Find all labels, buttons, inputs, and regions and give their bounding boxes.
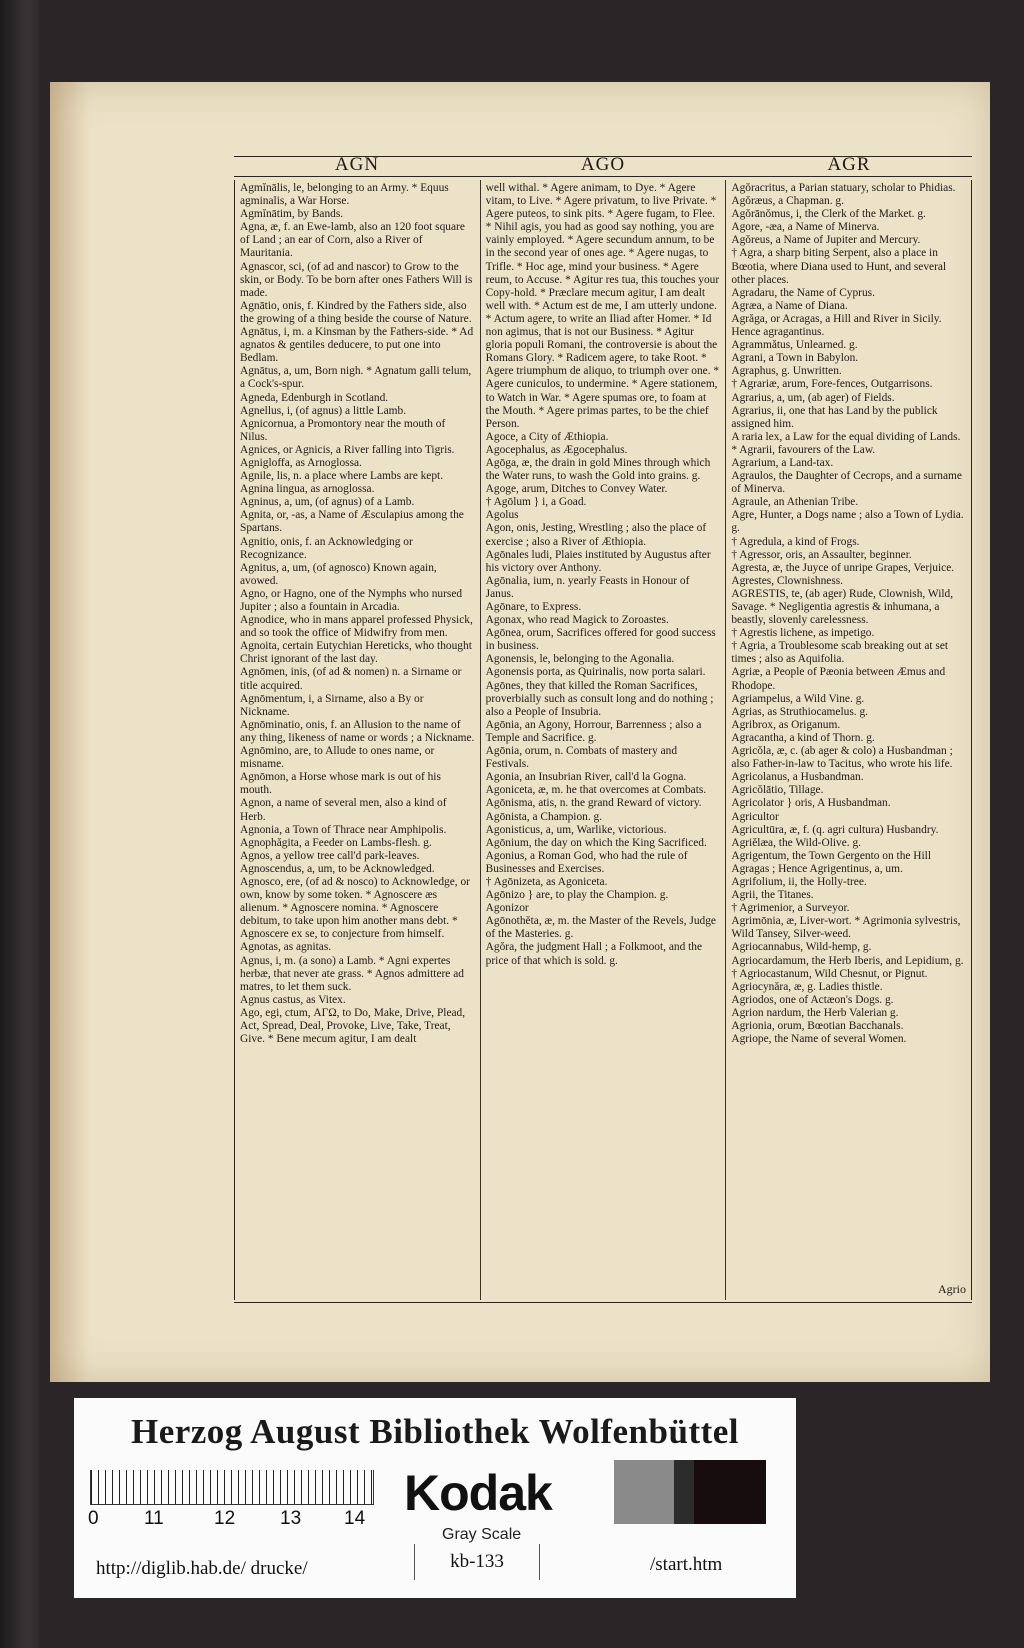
dictionary-entry: Agnophăgita, a Feeder on Lambs-flesh. g. (240, 836, 432, 849)
dictionary-entry: Agricolanus, a Husbandman. (731, 771, 864, 784)
dictionary-entry: † Agōnizeta, as Agoniceta. (485, 875, 608, 888)
dictionary-entry: Agōnium, the day on which the King Sacrificed. (485, 836, 707, 849)
dictionary-entry: Agnoita, certain Eutychian Hereticks, who thought Christ ignorant of the last day. (240, 640, 472, 666)
running-head-agr: AGR (827, 154, 871, 175)
dictionary-entry: Agneda, Edenburgh in Scotland. (240, 391, 389, 404)
dictionary-entry: † Agredula, a kind of Frogs. (731, 535, 860, 548)
dictionary-entry: Agnōminatio, onis, f. an Allusion to the name of any thing, likeness of name or words ; a Nickname. (240, 718, 475, 744)
dictionary-entry: † Agra, a sharp biting Serpent, also a place in Bœotia, where Diana used to Hunt, and several other places. (731, 247, 947, 286)
dictionary-entry: Agonax, who read Magick to Zoroastes. (485, 614, 669, 627)
dictionary-entry: Agno, or Hagno, one of the Nymphs who nursed Jupiter ; also a fountain in Arcadia. (240, 587, 463, 613)
dictionary-entry: Agriope, the Name of several Women. (731, 1033, 907, 1046)
dictionary-entry: Agninus, a, um, (of agnus) of a Lamb. (240, 496, 415, 509)
dictionary-columns (234, 180, 972, 1300)
dictionary-entry: Agnigloffa, as Arnoglossa. (240, 456, 362, 469)
library-title: Herzog August Bibliothek Wolfenbüttel (130, 1412, 740, 1451)
dictionary-entry: Agonisticus, a, um, Warlike, victorious. (485, 823, 667, 836)
dictionary-entry: Agōnare, to Express. (485, 601, 582, 613)
dictionary-entry: Agradaru, the Name of Cyprus. (731, 286, 875, 299)
dictionary-entry: Agŏra, the judgment Hall ; a Folkmoot, and the price of that which is sold. g. (485, 941, 703, 967)
dictionary-entry: Agnōmentum, i, a Sirname, also a By or Nickname. (240, 692, 424, 718)
dictionary-entry: Agocephalus, as Ægocephalus. (485, 443, 628, 456)
dictionary-entry: Agribrox, as Origanum. (731, 718, 841, 731)
dictionary-entry: Agraulos, the Daughter of Cecrops, and a surname of Minerva. (731, 470, 962, 496)
dictionary-entry: Agoniceta, æ, m. he that overcomes at Combats. (485, 784, 707, 797)
dictionary-entry: Agore, -æa, a Name of Minerva. (731, 221, 880, 234)
dictionary-entry: Ago, egi, ctum, ΑΓΩ, to Do, Make, Drive, Plead, Act, Spread, Deal, Provoke, Live, Take, Treat, Give. * Bene mecum agitur, I am dealt (240, 1006, 466, 1046)
dictionary-entry: Agrestes, Clownishness. (731, 574, 844, 587)
column-2 (480, 180, 726, 1300)
running-head-ago: AGO (580, 154, 626, 175)
dictionary-entry: Agnos, a yellow tree call'd park-leaves. (240, 849, 420, 862)
bottom-rule (234, 1302, 972, 1303)
dictionary-entry: Agolus (485, 509, 519, 522)
dictionary-entry: † Agrestis lichene, as impetigo. (731, 627, 875, 640)
dictionary-entry: Agoge, arum, Ditches to Convey Water. (485, 483, 668, 496)
dictionary-entry: Agricultor (731, 810, 779, 823)
header-rule (234, 176, 972, 177)
dictionary-entry: Agrigentum, the Town Gergento on the Hill Agragas ; Hence Agrigentinus, a, um. (731, 849, 932, 875)
dictionary-entry: Agnus castus, as Vitex. (240, 993, 346, 1006)
dictionary-entry: Agōnizo } are, to play the Champion. g. (485, 889, 669, 902)
dictionary-entry: Agnon, a name of several men, also a kind of Herb. (240, 797, 447, 823)
dictionary-entry: Agricŏlātio, Tillage. (731, 784, 824, 797)
dictionary-entry: Agrammătus, Unlearned. g. (731, 339, 858, 352)
dictionary-entry: Agŏræus, a Chapman. g. (731, 195, 844, 208)
dictionary-entry: Agriĕlæa, the Wild-Olive. g. (731, 836, 862, 849)
column-1 (234, 180, 480, 1300)
dark-swatch (674, 1460, 694, 1524)
dictionary-entry: Agnōmon, a Horse whose mark is out of his mouth. (240, 771, 441, 797)
dictionary-entry: Agŏracritus, a Parian statuary, scholar to Phidias. (731, 182, 956, 194)
dictionary-entry: Agnitio, onis, f. an Acknowledging or Recognizance. (240, 535, 413, 561)
gray-swatch (614, 1460, 674, 1524)
dictionary-entry: Agōnia, orum, n. Combats of mastery and Festivals. (485, 745, 678, 771)
dictionary-entry: Agrani, a Town in Babylon. (731, 352, 859, 365)
ruler-number: 13 (280, 1508, 302, 1529)
dictionary-entry: Agōnales ludi, Plaies instituted by Augustus after his victory over Anthony. (485, 548, 711, 574)
start-url: /start.htm (650, 1554, 723, 1575)
dictionary-entry: † Agressor, oris, an Assaulter, beginner. (731, 548, 912, 561)
dictionary-entry: Agōnes, they that killed the Roman Sacrifices, proverbially such as consult long and do nothing ; also a People of Insubria. (485, 679, 714, 718)
dictionary-entry: Agnodice, who in mans apparel professed Physick, and so took the office of Midwifry from men. (240, 614, 473, 640)
dictionary-entry: Agnōmen, inis, (of ad & nomen) n. a Sirname or title acquired. (240, 666, 462, 692)
dictionary-entry: Agriampelus, a Wild Vine. g. (731, 692, 865, 705)
dictionary-entry: Agrias, as Struthiocamelus. g. (731, 705, 869, 718)
dictionary-entry: Agriocannabus, Wild-hemp, g. (731, 941, 872, 954)
dictionary-entry: Agricolator } oris, A Husbandman. (731, 797, 891, 810)
dictionary-entry: well withal. * Agere animam, to Dye. * Agere vitam, to Live. * Agere privatum, to live Private. * Agere puteos, to sink pits. * Agere fugam, to Flee. * Nihil agis, you had as good say nothing, you are vainly employed. * Agere secundum annum, to be in the second year of ones age. * Agere nugas, to Trifle. * Hoc age, mind your business. * Agere reum, to Accuse. * Agitur res tua, this touches your Copy-hold. * Præclare mecum agitur, I am dealt well with. * Actum est de me, I am utterly undone. * Actum agere, to write an Iliad after Homer. * Id non agimus, that is not our Business. * Agitur gloria populi Romani, the controversie is about the Romans Glory. * Radicem agere, to take Root. * Agere triumphum de aliquo, to triumph over one. * Agere cuniculos, to undermine. * Agere stationem, to Watch in War. * Agere spumas ore, to foam at the Mouth. * Agere primas partes, to be the chief Person. (485, 182, 720, 430)
dictionary-entry: Agrifolium, ii, the Holly-tree. (731, 875, 867, 888)
dictionary-entry: Agnōmino, are, to Allude to ones name, or misname. (240, 745, 435, 771)
dictionary-entry: Agresta, æ, the Juyce of unripe Grapes, Verjuice. (731, 561, 955, 574)
dictionary-entry: Agnina lingua, as arnoglossa. (240, 483, 375, 496)
dictionary-entry: † Agrimenior, a Surveyor. (731, 902, 850, 915)
dictionary-entry: Agnātus, a, um, Born nigh. * Agnatum galli telum, a Cock's-spur. (240, 365, 472, 391)
dictionary-entry: Agmĭnātim, by Bands. (240, 208, 344, 221)
dictionary-entry: Agriocardamum, the Herb Iberis, and Lepidium, g. (731, 954, 964, 967)
dictionary-entry: Agnātus, i, m. a Kinsman by the Fathers-side. * Ad agnatos & gentiles deducere, to put one into Bedlam. (240, 326, 474, 365)
dictionary-entry: Agriodos, one of Actæon's Dogs. g. (731, 993, 894, 1006)
dictionary-entry: Agraule, an Athenian Tribe. (731, 496, 859, 509)
dictionary-entry: Agon, onis, Jesting, Wrestling ; also the place of exercise ; also a River of Æthiopia. (485, 522, 707, 548)
dictionary-entry: Agōnista, a Champion. g. (485, 810, 603, 823)
dictionary-entry: Agŏreus, a Name of Jupiter and Mercury. (731, 234, 921, 247)
running-head-agn: AGN (334, 154, 380, 175)
dictionary-entry: † Agriocastanum, Wild Chesnut, or Pignut. (731, 967, 928, 980)
dictionary-entry: Agonia, an Insubrian River, call'd la Gogna. (485, 771, 687, 784)
dictionary-entry: Agræa, a Name of Diana. (731, 299, 848, 312)
dictionary-entry: Agonizor (485, 902, 529, 915)
dictionary-entry: AGRESTIS, te, (ab ager) Rude, Clownish, Wild, Savage. * Negligentia agrestis & inhumana, a beastly, slovenly carelessness. (731, 587, 954, 627)
dictionary-entry: Agrion nardum, the Herb Valerian g. (731, 1006, 899, 1019)
dictionary-entry: Agmĭnālis, le, belonging to an Army. * Equus agminalis, a War Horse. (240, 182, 449, 208)
dictionary-entry: A raria lex, a Law for the equal dividing of Lands. * Agrarii, favourers of the Law. (731, 430, 961, 456)
dictionary-entry: Agonensis, le, belonging to the Agonalia. (485, 653, 675, 666)
print-block (234, 148, 972, 1316)
dictionary-entry: Agnita, or, -as, a Name of Æsculapius among the Spartans. (240, 509, 464, 535)
dictionary-entry: Agnosco, ere, (of ad & nosco) to Acknowledge, or own, know by some token. * Agnoscere æs alienum. * Agnoscere nomina. * Agnoscere debitum, to take upon him another mans debt. * Agnoscere ex se, to conjecture from himself. (240, 875, 470, 941)
column-3 (725, 180, 972, 1300)
dictionary-entry: Agnoscendus, a, um, to be Acknowledged. (240, 862, 435, 875)
running-heads (234, 154, 972, 176)
dictionary-entry: Agnātio, onis, f. Kindred by the Fathers side, also the growing of a thing beside the course of Nature. (240, 299, 472, 325)
source-url: http://diglib.hab.de/ drucke/ (96, 1558, 308, 1579)
dictionary-entry: Agōnia, an Agony, Horrour, Barrenness ; also a Temple and Sacrifice. g. (485, 718, 702, 744)
dictionary-entry: Agricultūra, æ, f. (q. agri cultura) Husbandry. (731, 823, 939, 836)
dictionary-entry: Agrii, the Titanes. (731, 889, 814, 902)
scale-ruler (90, 1470, 374, 1505)
ruler-numbers (86, 1508, 386, 1530)
dictionary-entry: Agnile, lis, n. a place where Lambs are kept. (240, 470, 444, 483)
dictionary-entry: Agnellus, i, (of agnus) a little Lamb. (240, 404, 407, 417)
dictionary-entry: Agraphus, g. Unwritten. (731, 365, 842, 378)
dictionary-entry: Agōnea, orum, Sacrifices offered for good success in business. (485, 627, 716, 653)
dictionary-entry: Agnotas, as agnitas. (240, 941, 332, 954)
dictionary-entry: Agnitus, a, um, (of agnosco) Known again, avowed. (240, 561, 437, 587)
dictionary-entry: Agnascor, sci, (of ad and nascor) to Grow to the skin, or Body. To be born after ones Fathers Will is made. (240, 260, 473, 299)
dictionary-entry: † Agria, a Troublesome scab breaking out at set times ; also as Aquifolia. (731, 640, 949, 666)
dictionary-entry: Agōga, æ, the drain in gold Mines through which the Water runs, to wash the Gold into grains. g. (485, 456, 711, 483)
black-swatch (694, 1460, 766, 1524)
dictionary-entry: Agriocynăra, æ, g. Ladies thistle. (731, 980, 883, 993)
dictionary-entry: Agnices, or Agnicis, a River falling into Tigris. (240, 443, 455, 456)
dictionary-entry: Agonensis porta, as Quirinalis, now porta salari. (485, 666, 706, 679)
ruler-number: 11 (144, 1508, 164, 1529)
dictionary-entry: Agrarius, ii, one that has Land by the publick assigned him. (731, 404, 938, 430)
gray-scale-label: Gray Scale (442, 1526, 522, 1543)
dictionary-entry: Agre, Hunter, a Dogs name ; also a Town of Lydia. g. (731, 509, 964, 535)
dictionary-entry: Agrăga, or Acragas, a Hill and River in Sicily. Hence agragantinus. (731, 312, 942, 339)
dictionary-entry: Agnonia, a Town of Thrace near Amphipolis. (240, 823, 447, 836)
ruler-number: 0 (88, 1508, 99, 1529)
dictionary-entry: Agrarium, a Land-tax. (731, 456, 834, 469)
ruler-number: 12 (214, 1508, 236, 1529)
dictionary-entry: Agrimōnia, æ, Liver-wort. * Agrimonia sylvestris, Wild Tansey, Silver-weed. (731, 915, 961, 941)
dictionary-entry: Agonius, a Roman God, who had the rule of Businesses and Exercises. (485, 849, 688, 875)
dictionary-entry: Agoce, a City of Æthiopia. (485, 430, 609, 443)
dictionary-entry: Agracantha, a kind of Thorn. g. (731, 731, 875, 744)
catchword: Agrio (938, 1282, 966, 1296)
item-code: kb-133 (414, 1544, 540, 1580)
book-page (50, 82, 990, 1382)
dictionary-entry: Agriæ, a People of Pæonia between Æmus and Rhodope. (731, 666, 946, 692)
ruler-number: 14 (344, 1508, 366, 1529)
dictionary-entry: Agna, æ, f. an Ewe-lamb, also an 120 foot square of Land ; an ear of Corn, also a River of Mauritania. (240, 221, 465, 260)
dictionary-entry: Agrionia, orum, Bœotian Bacchanals. (731, 1020, 904, 1032)
dictionary-entry: Agōnisma, atis, n. the grand Reward of victory. (485, 797, 702, 810)
kodak-logo: Kodak (404, 1465, 552, 1521)
dictionary-entry: Agricŏla, æ, c. (ab ager & colo) a Husbandman ; also Father-in-law to Tacitus, who wrote his life. (731, 745, 953, 771)
dictionary-entry: Agōnothĕta, æ, m. the Master of the Revels, Judge of the Masteries. g. (485, 915, 716, 941)
dictionary-entry: Agōnalia, ium, n. yearly Feasts in Honour of Janus. (485, 574, 690, 600)
page-gutter-shadow (50, 82, 90, 1382)
scan-edge (0, 0, 40, 1648)
archive-card (74, 1398, 796, 1598)
dictionary-entry: † Agrariæ, arum, Fore-fences, Outgarrisons. (731, 378, 933, 391)
dictionary-entry: Agŏrānŏmus, i, the Clerk of the Market. g. (731, 208, 926, 221)
dictionary-entry: Agnus, i, m. (a sono) a Lamb. * Agni expertes herbæ, that never ate grass. * Agnos admittere ad matres, to let them suck. (240, 954, 464, 993)
dictionary-entry: Agrarius, a, um, (ab ager) of Fields. (731, 391, 895, 404)
dictionary-entry: Agnicornua, a Promontory near the mouth of Nilus. (240, 417, 446, 443)
dictionary-entry: † Agōlum } i, a Goad. (485, 496, 587, 509)
